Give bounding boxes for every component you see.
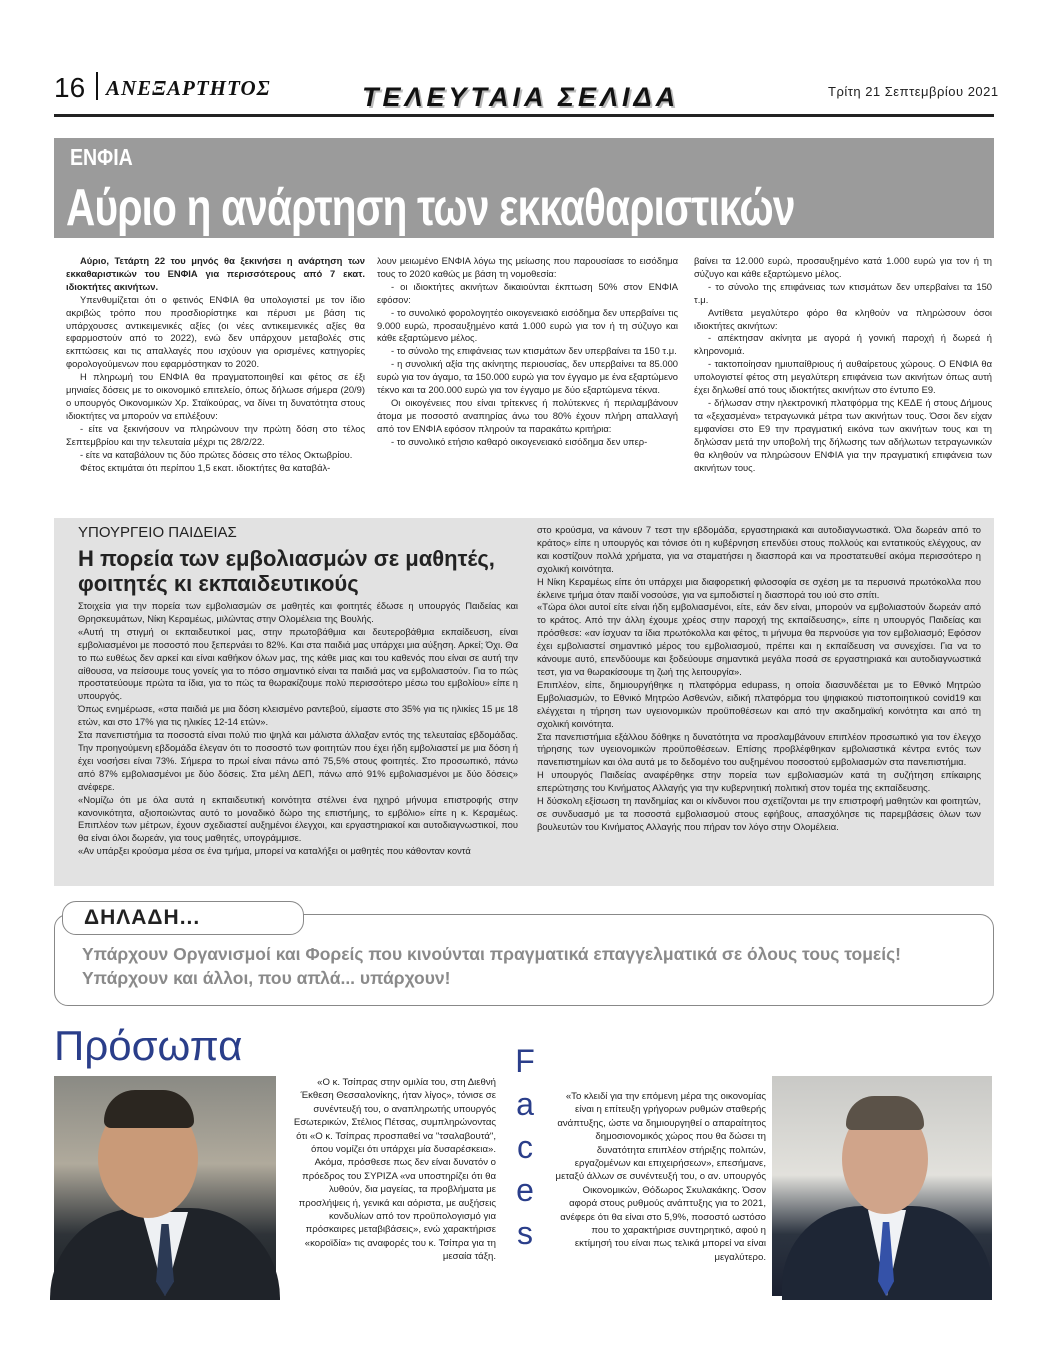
education-paragraph: Η Νίκη Κεραμέως είπε ότι υπάρχει μια διαφορετική φιλοσοφία σε σχέση με τα περυσινά πρωτόκολλα που έκλεινε τμήμα όταν παιδί νοσούσε, για να εμποδιστεί η διασπορά του ιού στο σπίτι.	[537, 575, 981, 600]
education-paragraph: Στα πανεπιστήμια τα ποσοστά είναι πολύ πιο ψηλά και μάλιστα άλλαξαν εντός της τελευταίας εβδομάδας. Την προηγούμενη εβδομάδα έλεγαν ότι το ποσοστό των φοιτητών που έχει ήδη εμβολιαστεί με μια δόση ή έχει νοσήσει είναι 73%. Σήμερα το πρωί είναι πάνω από 75,5% στους φοιτητές. Στο προσωπικό, πάνω από 87% εμβολιασμένοι με δύο δόσεις. Στα μέλη ΔΕΠ, πάνω από 91% εμβολιασμένοι με δύο δόσεις» ανέφερε.	[78, 729, 518, 792]
education-paragraph: Στοιχεία για την πορεία των εμβολιασμών σε μαθητές και φοιτητές έδωσε η υπουργός Παιδείας και Θρησκευμάτων, Νίκη Κεραμέως, μιλώντας στην Ολομέλεια της Βουλής.	[78, 600, 518, 624]
enfia-paragraph: - το συνολικό ετήσιο καθαρό οικογενειακό εισόδημα δεν υπερ-	[391, 435, 648, 447]
enfia-paragraph: - το σύνολο της επιφάνειας των κτισμάτων δεν υπερβαίνει τα 150 τ.μ.	[694, 280, 992, 305]
enfia-lead: Αύριο, Τετάρτη 22 του μηνός θα ξεκινήσει η ανάρτηση των εκκαθαριστικών του ΕΝΦΙΑ για περισσότερους από 7 εκατ. ιδιοκτήτες ακινήτων.	[66, 255, 365, 292]
header-rule	[54, 114, 994, 117]
enfia-paragraph: - οι ιδιοκτήτες ακινήτων δικαιούνται έκπτωση 50% στον ΕΝΦΙΑ εφόσον:	[377, 280, 678, 305]
enfia-paragraph: λουν μειωμένο ΕΝΦΙΑ λόγω της μείωσης που παρουσίασε το εισόδημα τους το 2020 καθώς με βάση τη νομοθεσία:	[377, 255, 678, 279]
enfia-paragraph: - είτε να ξεκινήσουν να πληρώνουν την πρώτη δόση στο τέλος Σεπτεμβρίου και την τελευταία μέχρι τις 28/2/22.	[66, 422, 365, 447]
enfia-paragraph: - τακτοποίησαν ημιυπαίθριους ή αυθαίρετους χώρους. Ο ΕΝΦΙΑ θα υπολογιστεί φέτος στη μεγαλύτερη επιφάνεια των ακινήτων όπως αυτή έχει δηλωθεί από τους ιδιοκτήτες ακινήτων στο έντυπο Ε9.	[694, 358, 992, 396]
education-paragraph: Όπως ενημέρωσε, «στα παιδιά με μια δόση κλεισμένο ραντεβού, είμαστε στο 35% για τις ηλικίες 15 με 18 ετών, και στο 17% για τις ηλικίες 12-14 ετών».	[78, 703, 518, 728]
education-paragraph: «Αν υπάρξει κρούσμα μέσα σε ένα τμήμα, μπορεί να καταλήξει οι μαθητές που κάθονταν κοντά	[78, 845, 471, 857]
enfia-kicker: ΕΝΦΙΑ	[70, 144, 133, 170]
education-column-1	[78, 600, 518, 858]
education-paragraph: Η υπουργός Παιδείας αναφέρθηκε στην πορεία των εμβολιασμών κατά τη συζήτηση επίκαιρης επερώτησης του Κινήματος Αλλαγής για την κυβερνητική πολιτική στον τομέα της εκπαίδευσης.	[537, 769, 981, 794]
section-title: ΤΕΛΕΥΤΑΙΑ ΣΕΛΙΔΑ	[362, 82, 680, 112]
newspaper-name: ΑΝΕΞΑΡΤΗΤΟΣ	[106, 76, 271, 100]
prosopa-text-2: «Το κλειδί για την επόμενη μέρα της οικονομίας είναι η επίτευξη γρήγορων ρυθμών σταθερής ανάπτυξης, ώστε να δημιουργηθεί ο απαραίτητος δημοσιονομικός χώρος που θα δώσει τη δυνατότητα επιπλέον στήριξης πολιτών, εργαζομένων και επιχειρήσεων», επεσήμανε, μεταξύ άλλων σε συνέντευξή του, ο αν. υπουργός Οικονομικών, Θόδωρος Σκυλακάκης. Όσον αφορά στους ρυθμούς ανάπτυξης για το 2021, ανέφερε ότι θα είναι στο 5,9%, ποσοστό ωστόσο που το χαρακτήρισε συντηρητικό, αφού η εκτίμησή του είναι πως τελικά μπορεί να είναι μεγαλύτερο.	[555, 1091, 766, 1263]
faces-letter: F	[515, 1043, 535, 1079]
faces-letter: a	[516, 1086, 534, 1122]
hair-shape	[104, 1090, 194, 1128]
prosopa-title: Πρόσωπα	[54, 1022, 243, 1069]
education-paragraph: «Τώρα όλοι αυτοί είτε είναι ήδη εμβολιασμένοι, είτε, εάν δεν είναι, μπορούν να εμβολιαστούν δωρεάν από το κράτος. Από την άλλη έχουμε χρέος στην παροχή της εκπαίδευσης», είπε η υπουργός Παιδείας και πρόσθεσε: «αν ίσχυαν τα ίδια πρωτόκολλα και φέτος, τι μήνυμα θα περνούσε για τον εμβολιασμό; Εφόσον έχει εμβολιαστεί σημαντικό μέρος του εμβολιασμού, πρέπει και η εκπαίδευση να συνεχίσει. Για να το κάνουμε αυτό, επενδύουμε και ξοδεύουμε σημαντικά μεγάλα ποσά σε εργαστηριακά και αυτοδιαγνωστικά τεστ, για να θωρακίσουμε τη ζωή της λειτουργία».	[537, 601, 981, 677]
enfia-paragraph: - είτε να καταβάλουν τις δύο πρώτες δόσεις στο τέλος Οκτωβρίου.	[80, 448, 353, 460]
enfia-paragraph: - απέκτησαν ακίνητα με αγορά ή γονική παροχή ή δωρεά ή κληρονομιά.	[694, 332, 992, 357]
enfia-paragraph: Η πληρωμή του ΕΝΦΙΑ θα πραγματοποιηθεί και φέτος σε έξι μηνιαίες δόσεις με το οικονομικό επιτελείο, όπως δήλωσε σήμερα (20/9) ο υπουργός Οικονομικών Χρ. Σταϊκούρας, να δίνει τη δυνατότητα στους ιδιοκτήτες να μπορούν να επιλέξουν:	[66, 371, 365, 421]
enfia-column-1	[66, 255, 365, 474]
enfia-paragraph: βαίνει τα 12.000 ευρώ, προσαυξημένο κατά 1.000 ευρώ για τον ή τη σύζυγο και κάθε εξαρτώμενο μέλος.	[694, 255, 992, 279]
education-paragraph: «Νομίζω ότι με όλα αυτά η εκπαιδευτική κοινότητα στέλνει ένα ηχηρό μήνυμα επιστροφής στην κανονικότητα, αξιοποιώντας αυτό το μοναδικό δώρο της επιστήμης, το εμβόλιο» είπε η κ. Κεραμέως. Επιπλέον των μέτρων, έχουν σχεδιαστεί αυξημένοι έλεγχοι, και εργαστηριακοί και αυτοδιαγνωστικοί, που θα είναι όλοι δωρεάν, για τους μαθητές, υπογράμμισε.	[78, 793, 518, 844]
faces-letter: c	[517, 1129, 533, 1165]
enfia-column-2	[377, 255, 678, 449]
issue-date: Τρίτη 21 Σεπτεμβρίου 2021	[828, 84, 999, 99]
faces-letter: e	[516, 1172, 534, 1208]
education-paragraph: Η δύσκολη εξίσωση τη πανδημίας και οι κίνδυνοι που σχετίζονται με την επιστροφή μαθητών και φοιτητών, σε συνδυασμό με τα ποσοστά εμβολιασμού στους εφήβους, απασχόλησε τις παρεμβάσεις όλων των βουλευτών του Κινήματος Αλλαγής που πήραν τον λόγο στην Ολομέλεια.	[537, 795, 981, 832]
enfia-paragraph: Αντίθετα μεγαλύτερο φόρο θα κληθούν να πληρώσουν όσοι ιδιοκτήτες ακινήτων:	[694, 306, 992, 331]
enfia-paragraph: - το σύνολο της επιφάνειας των κτισμάτων δεν υπερβαίνει τα 150 τ.μ.	[391, 345, 677, 357]
enfia-paragraph: Υπενθυμίζεται ότι ο φετινός ΕΝΦΙΑ θα υπολογιστεί με τον ίδιο ακριβώς τρόπο που προσδιορίστηκε και πέρυσι με βάση τις υπάρχουσες αντικειμενικές αξίες (οι νέες αντικειμενικές αξίες θα εφαρμοστούν από το 2022), ενώ δεν υπάρχουν μεταβολές στις εκπτώσεις και τις απαλλαγές που ισχύουν για ορισμένες κατηγορίες φορολογούμενων που εφαρμόστηκαν το 2020.	[66, 293, 365, 370]
enfia-headline: Αύριο η ανάρτηση των εκκαθαριστικών	[66, 179, 795, 237]
header-divider	[96, 72, 98, 100]
enfia-paragraph: Φέτος εκτιμάται ότι περίπου 1,5 εκατ. ιδιοκτήτες θα καταβάλ-	[80, 461, 331, 473]
education-headline: Η πορεία των εμβολιασμών σε μαθητές, φοιτητές κι εκπαιδευτικούς	[78, 546, 495, 596]
hair-shape	[846, 1096, 924, 1130]
education-column-2	[537, 524, 981, 834]
skylakakis-photo	[772, 1076, 992, 1296]
education-paragraph: Στα πανεπιστήμια εξάλλου δόθηκε η δυνατότητα να προσλαμβάνουν επιπλέον προσωπικό για τον έλεγχο τήρησης των υγειονομικών προϋποθέσεων. Επίσης προβλέφθηκαν εμβολιαστικά κέντρα εντός των πανεπιστημίων και όλα αυτά με το δεδομένο του αυξημένου ποσοστού εμβολιασμών στα πανεπιστήμια.	[537, 730, 981, 768]
diladi-title: ΔΗΛΑΔΗ...	[84, 906, 201, 929]
education-paragraph: Επιπλέον, είπε, δημιουργήθηκε η πλατφόρμα edupass, η οποία διασυνδέεται με το Εθνικό Μητρώο Εμβολιασμών, το Εθνικό Μητρώο Ασθενών, ειδική πλατφόρμα του ψηφιακού πιστοποιητικού covid19 και ελέγχεται η τήρηση των υγειονομικών προϋποθέσεων και από την ακαδημαϊκή κοινότητα και από τη σχολική κοινότητα.	[537, 678, 981, 729]
page-number: 16	[54, 72, 86, 103]
faces-letter: s	[517, 1215, 533, 1251]
faces-vertical-label	[514, 1040, 536, 1255]
education-paragraph: στο κρούσμα, να κάνουν 7 τεστ την εβδομάδα, εργαστηριακά και αυτοδιαγνωστικά. Όλα δωρεάν από το κράτος» είπε η υπουργός και τόνισε ότι η κυβέρνηση επενδύει στους πολλούς και εντατικούς ελέγχους, αν και κοστίζουν πολλά χρήματα, για να σταματήσει η διασπορά και να προστατευθεί ακόμα περισσότερο η σχολική κοινότητα.	[537, 524, 981, 574]
education-paragraph: «Αυτή τη στιγμή οι εκπαιδευτικοί μας, στην πρωτοβάθμια και δευτεροβάθμια εκπαίδευση, είναι εμβολιασμένοι με ποσοστό που ξεπερνάει το 82%. Και στα παιδιά μας υπάρχει μια αύξηση. Αρκεί; Όχι. Θα το πω ευθέως δεν αρκεί και είναι καθήκον όλων μας, της κάθε μιας και του καθενός που είναι σε αυτή την αίθουσα, να πείσουμε τους γονείς για το πόσο σημαντικό είναι τα παιδιά μας να εμβολιαστούν. Για το πώς προστατεύουμε πρώτα τα ίδια, για το πώς τα θωρακίζουμε πολύ περισσότερο μέσω του εμβολίου» είπε η υπουργός.	[78, 625, 518, 702]
enfia-column-3	[694, 255, 992, 474]
prosopa-text-1: «Ο κ. Τσίπρας στην ομιλία του, στη Διεθνή Έκθεση Θεσσαλονίκης, ήταν λίγος», τόνισε σε συνέντευξή του, ο αναπληρωτής υπουργός Εσωτερικών, Στέλιος Πέτσας, συμπληρώνοντας ότι «Ο κ. Τσίπρας προσπαθεί να "τσαλαβουτά", όπου νομίζει ότι υπάρχει μία δυσαρέσκεια». Ακόμα, πρόσθεσε πως δεν είναι δυνατόν ο πρόεδρος του ΣΥΡΙΖΑ «να υποστηρίζει ότι θα λυθούν, δια μαγείας, τα προβλήματα με προσλήψεις ή, γενικά και αόριστα, με αυξήσεις κονδυλίων από τον προϋπολογισμό για πρόσκαιρες μεταβιβάσεις», ενώ χαρακτήρισε «κοροϊδία» τις αναφορές του κ. Τσίπρα για τη μεσαία τάξη.	[293, 1077, 496, 1263]
diladi-text: Υπάρχουν Οργανισμοί και Φορείς που κινούνται πραγματικά επαγγελματικά σε όλους τους τομείς! Υπάρχουν και άλλοι, που απλά... υπάρχουν!	[82, 944, 902, 988]
enfia-paragraph: - το συνολικό φορολογητέο οικογενειακό εισόδημα δεν υπερβαίνει τις 9.000 ευρώ, προσαυξημένο κατά 1.000 ευρώ για τον ή τη σύζυγο και κάθε εξαρτώμενο μέλος.	[377, 306, 678, 344]
enfia-paragraph: Οι οικογένειες που είναι τρίτεκνες ή πολύτεκνες ή περιλαμβάνουν άτομα με ποσοστό αναπηρίας άνω του 80% έχουν πλήρη απαλλαγή από τον ΕΝΦΙΑ εφόσον πληρούν τα παρακάτω κριτήρια:	[377, 396, 678, 434]
enfia-paragraph: - δήλωσαν στην ηλεκτρονική πλατφόρμα της ΚΕΔΕ ή στους Δήμους τα «ξεχασμένα» τετραγωνικά μέτρα των ακινήτων τους. Όσοι δεν είχαν εμφανίσει στο Ε9 την πραγματική εικόνα των ακινήτων τους και τη δηλώσαν μετά την υποβολή της δήλωσης των αδήλωτων τετραγωνικών θα κληθούν να πληρώσουν ΕΝΦΙΑ για την πραγματική επιφάνεια των ακινήτων τους.	[694, 396, 992, 473]
education-kicker: ΥΠΟΥΡΓΕΙΟ ΠΑΙΔΕΙΑΣ	[78, 524, 237, 541]
petsas-photo	[54, 1076, 276, 1296]
enfia-paragraph: - η συνολική αξία της ακίνητης περιουσίας, δεν υπερβαίνει τα 85.000 ευρώ για τον άγαμο, τα 150.000 ευρώ για τον έγγαμο με ένα εξαρτώμενο τέκνο και τα 200.000 ευρώ για τον έγγαμο με δύο εξαρτώμενα τέκνα.	[377, 358, 678, 396]
